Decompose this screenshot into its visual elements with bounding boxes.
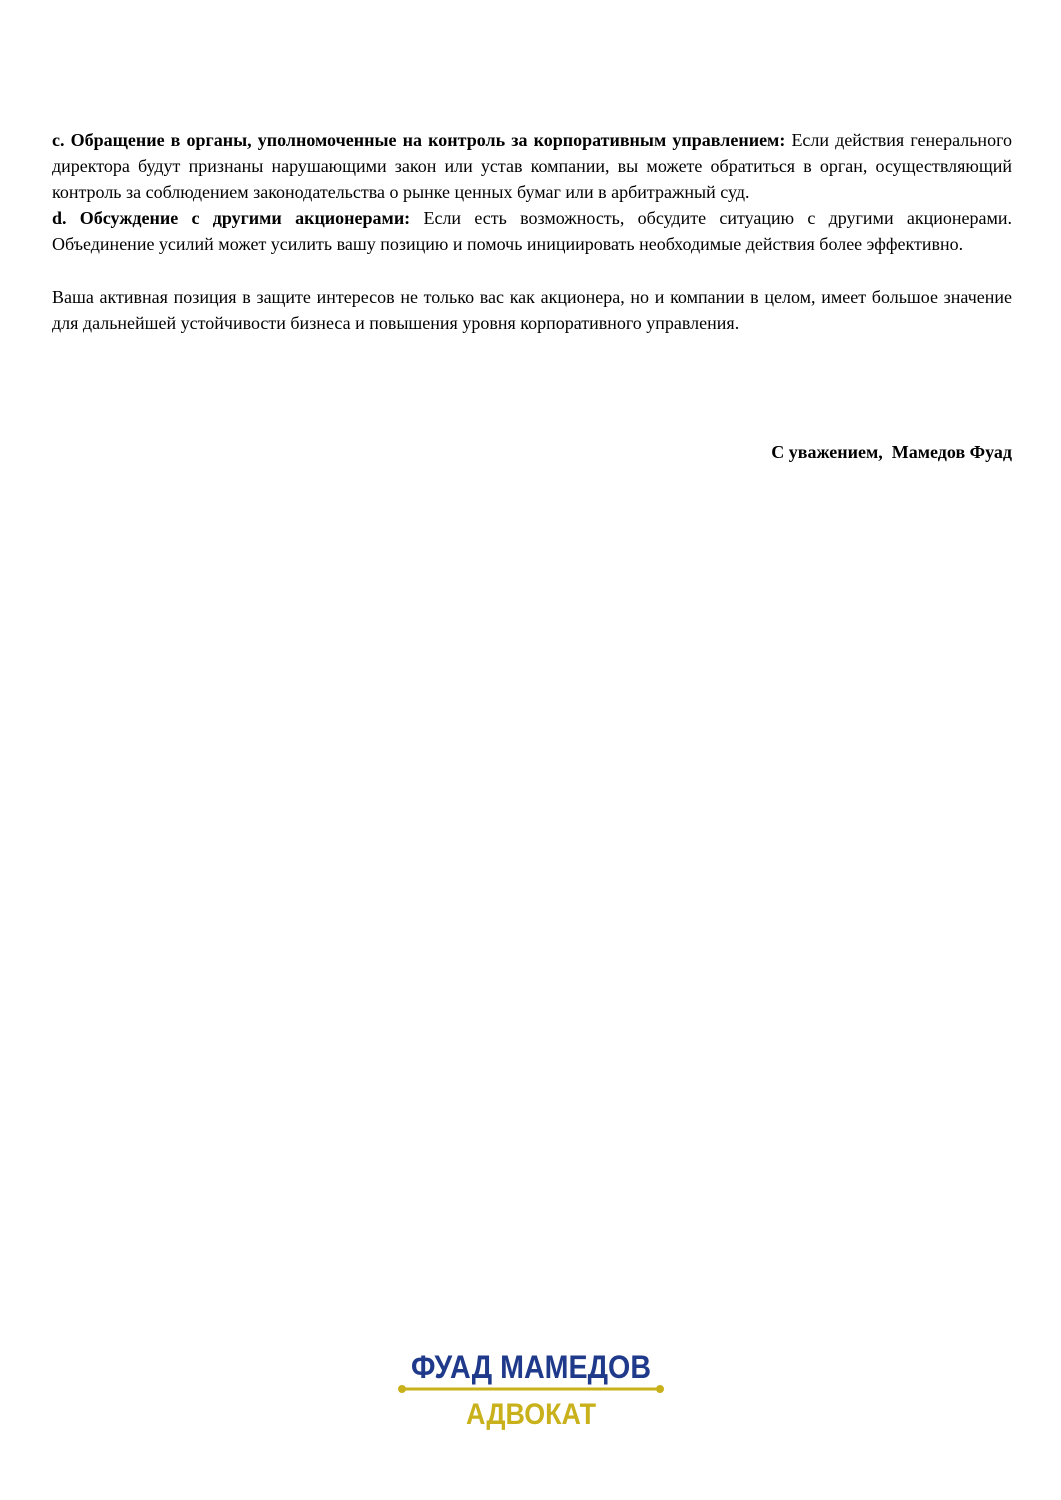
item-d-title: Обсуждение с другими акционерами: bbox=[79, 208, 411, 228]
paragraph-spacer bbox=[52, 257, 1012, 284]
logo-graphic bbox=[396, 1345, 666, 1435]
item-d-marker: d. bbox=[52, 208, 67, 228]
document-body bbox=[52, 127, 1012, 336]
logo-subtitle: АДВОКАТ bbox=[466, 1398, 596, 1431]
item-c-marker: c. bbox=[52, 130, 65, 150]
item-c-text: Если действия генерального директора будут признаны нарушающими закон или устав компании, вы можете обратиться в орган, осуществляющий контроль за соблюдением законодательства о рынке ценных бумаг или в арбитражный суд. bbox=[52, 130, 1012, 202]
logo-name: ФУАД МАМЕДОВ bbox=[411, 1349, 651, 1385]
logo-divider-left-dot bbox=[398, 1385, 406, 1393]
closing-paragraph: Ваша активная позиция в защите интересов не только вас как акционера, но и компании в целом, имеет большое значение для дальнейшей устойчивости бизнеса и повышения уровня корпоративного управления. bbox=[52, 287, 1012, 333]
lawyer-logo bbox=[396, 1345, 666, 1435]
logo-divider-right-dot bbox=[656, 1385, 664, 1393]
signature: С уважением, Мамедов Фуад bbox=[771, 442, 1012, 462]
item-d bbox=[52, 205, 1012, 257]
item-c bbox=[52, 127, 1012, 205]
item-c-title: Обращение в органы, уполномоченные на контроль за корпоративным управлением: bbox=[70, 130, 786, 150]
item-d-text: Если есть возможность, обсудите ситуацию с другими акционерами. Объединение усилий может усилить вашу позицию и помочь инициировать необходимые действия более эффективно. bbox=[52, 208, 1012, 254]
